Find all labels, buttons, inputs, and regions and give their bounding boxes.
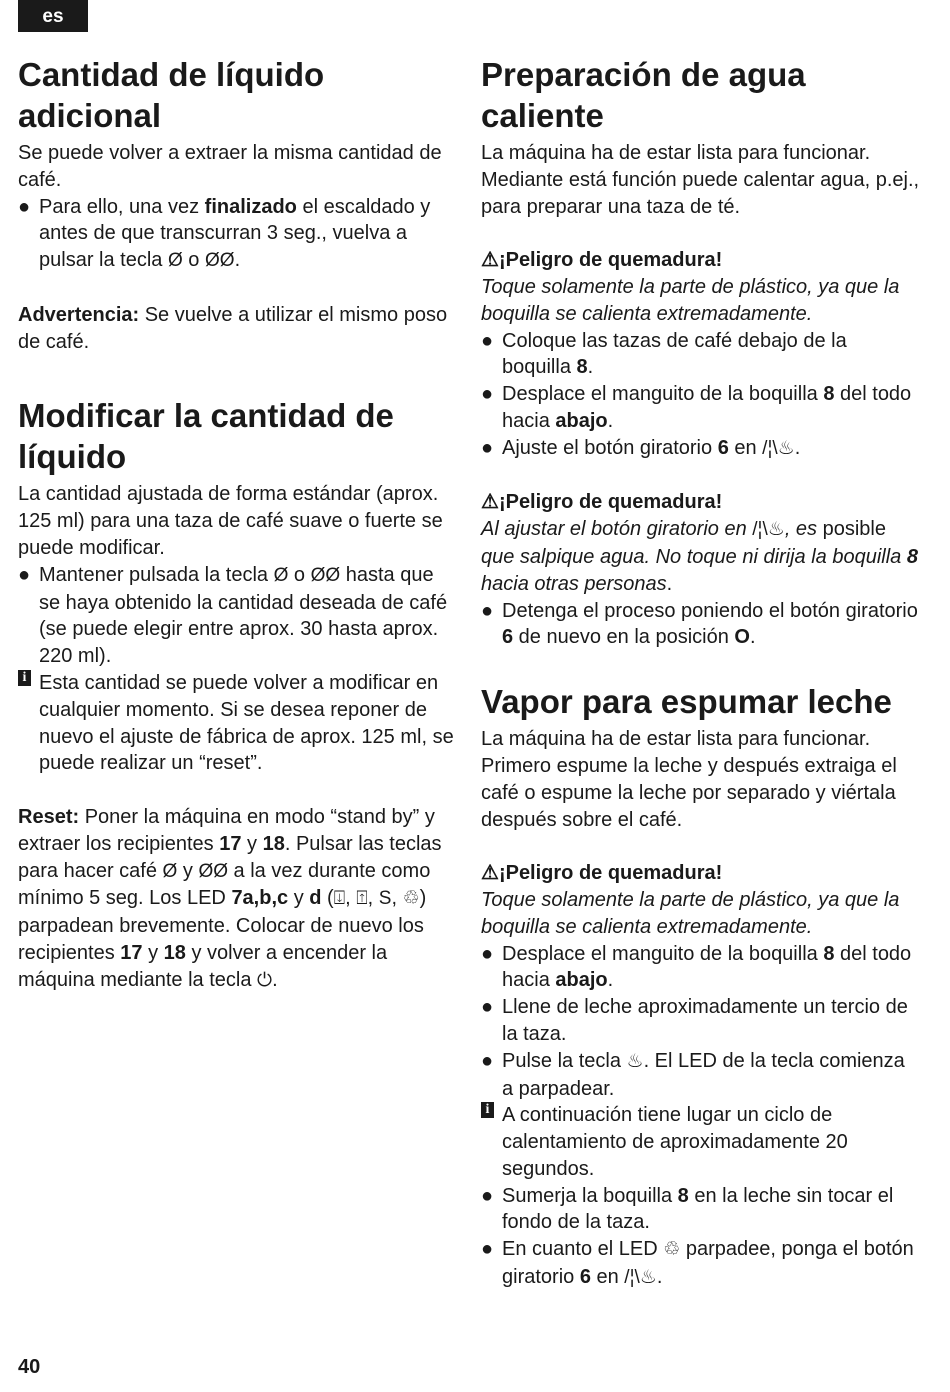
warning-text: Al ajustar el botón giratorio en /¦\♨, es posible que salpique agua. No toque ni dirija la boquilla 8 hacia otras personas. [481, 518, 918, 595]
list-item: ● Llene de leche aproximadamente un tercio de la taza. [481, 996, 908, 1045]
list-item: ● Sumerja la boquilla 8 en la leche sin tocar el fondo de la taza. [481, 1184, 894, 1234]
bullet-icon: ● [481, 1238, 494, 1261]
bullet-icon: ● [481, 1184, 494, 1207]
list-item: ● Coloque las tazas de café debajo de la boquilla 8. [481, 329, 847, 379]
descale-led-icon: ♲ [663, 1239, 681, 1261]
list-item: ● Mantener pulsada la tecla Ø o ØØ hasta que se haya obtenido la cantidad deseada de café (se puede elegir entre aprox. 30 hasta aprox. 220 ml). [18, 563, 448, 668]
list-item: ● Para ello, una vez finalizado el escaldado y antes de que transcurran 3 seg., vuelva a pulsar la tecla Ø o ØØ. [18, 195, 431, 272]
bullet-icon: ● [481, 599, 494, 622]
section-title-modify-liquid: Modificar la cantidad de líquido [18, 397, 394, 476]
bullet-icon: ● [481, 996, 494, 1019]
double-coffee-bean-icon: ØØ [198, 860, 228, 882]
info-item: i A continuación tiene lugar un ciclo de calentamiento de aproximadamente 20 segundos. [481, 1102, 921, 1182]
paragraph: La cantidad ajustada de forma estándar (aprox. 125 ml) para una taza de café suave o fuerte se puede modificar. [18, 483, 443, 559]
burn-warning-heading: ⚠¡Peligro de quemadura! [481, 862, 723, 885]
language-tab: es [18, 0, 88, 32]
steam-hot-water-icon: /¦\♨ [624, 1267, 657, 1289]
bullet-icon: ● [18, 195, 31, 218]
warning-icon: ⚠ [481, 491, 499, 514]
bullet-icon: ● [481, 1049, 494, 1072]
section-title-steam-milk: Vapor para espumar leche [481, 683, 892, 721]
warning-text: Toque solamente la parte de plástico, ya que la boquilla se calienta extremadamente. [481, 275, 900, 325]
grounds-container-led-icon: ⍐ [356, 888, 368, 910]
left-column [18, 54, 458, 995]
coffee-bean-icon: Ø [162, 860, 178, 882]
info-item: i Esta cantidad se puede volver a modificar en cualquier momento. Si se desea reponer de nuevo el ajuste de fábrica de aprox. 125 ml, se puede realizar un “reset”. [18, 670, 458, 777]
list-item: ● Desplace el manguito de la boquilla 8 del todo hacia abajo. [481, 383, 912, 432]
list-item: ● Ajuste el botón giratorio 6 en /¦\♨. [481, 435, 921, 463]
paragraph: La máquina ha de estar lista para funcionar. Primero espume la leche y después extraiga el café o espume la leche por separado y viértala después sobre el café. [481, 728, 897, 831]
list-item: ● En cuanto el LED ♲ parpadee, ponga el botón giratorio 6 en /¦\♨. [481, 1238, 914, 1289]
bullet-icon: ● [481, 942, 494, 965]
bullet-icon: ● [481, 383, 494, 406]
bullet-icon: ● [481, 436, 494, 459]
service-led-icon: S [378, 888, 392, 910]
list-item: ● Pulse la tecla ♨. El LED de la tecla comienza a parpadear. [481, 1049, 905, 1100]
info-icon: i [481, 1102, 494, 1118]
power-icon: ⏻ [257, 969, 273, 991]
list-item: ● Detenga el proceso poniendo el botón giratorio 6 de nuevo en la posición O. [481, 599, 918, 649]
burn-warning-heading: ⚠¡Peligro de quemadura! [481, 491, 723, 514]
burn-warning-heading: ⚠¡Peligro de quemadura! [481, 249, 723, 272]
steam-hot-water-icon: /¦\♨ [762, 437, 795, 459]
section-title-hot-water: Preparación de agua caliente [481, 56, 806, 134]
coffee-bean-icon: Ø [273, 564, 289, 586]
descale-led-icon: ♲ [402, 888, 420, 910]
paragraph: La máquina ha de estar lista para funcionar. Mediante está función puede calentar agua, p.ej., para preparar una taza de té. [481, 142, 920, 218]
warning-icon: ⚠ [481, 862, 499, 885]
double-coffee-bean-icon: ØØ [205, 250, 235, 272]
paragraph: Se puede volver a extraer la misma cantidad de café. [18, 142, 442, 191]
bullet-icon: ● [481, 329, 494, 352]
right-column [481, 54, 921, 1292]
advertencia-note: Advertencia: Se vuelve a utilizar el mismo poso de café. [18, 303, 448, 353]
warning-icon: ⚠ [481, 249, 499, 272]
page-number: 40 [18, 1356, 41, 1378]
bullet-icon: ● [18, 563, 31, 586]
water-tank-led-icon: ⍗ [333, 888, 346, 910]
double-coffee-bean-icon: ØØ [310, 564, 341, 586]
steam-hot-water-icon: /¦\♨ [752, 519, 785, 541]
section-title-extra-liquid: Cantidad de líquido adicional [18, 56, 325, 134]
reset-paragraph: Reset: Poner la máquina en modo “stand by” y extraer los recipientes 17 y 18. Pulsar las teclas para hacer café Ø y ØØ a la vez durante como mínimo 5 seg. Los LED 7a,b,c y d (⍗, ⍐, S, ♲) parpadean brevemente. Colocar de nuevo los recipientes 17 y 18 y volver a encender la máquina mediante la tecla ⏻. [18, 805, 442, 991]
list-item: ● Desplace el manguito de la boquilla 8 del todo hacia abajo. [481, 942, 912, 992]
warning-text: Toque solamente la parte de plástico, ya que la boquilla se calienta extremadamente. [481, 888, 900, 938]
steam-icon: ♨ [626, 1050, 644, 1072]
coffee-bean-icon: Ø [167, 250, 183, 272]
info-icon: i [18, 670, 31, 686]
